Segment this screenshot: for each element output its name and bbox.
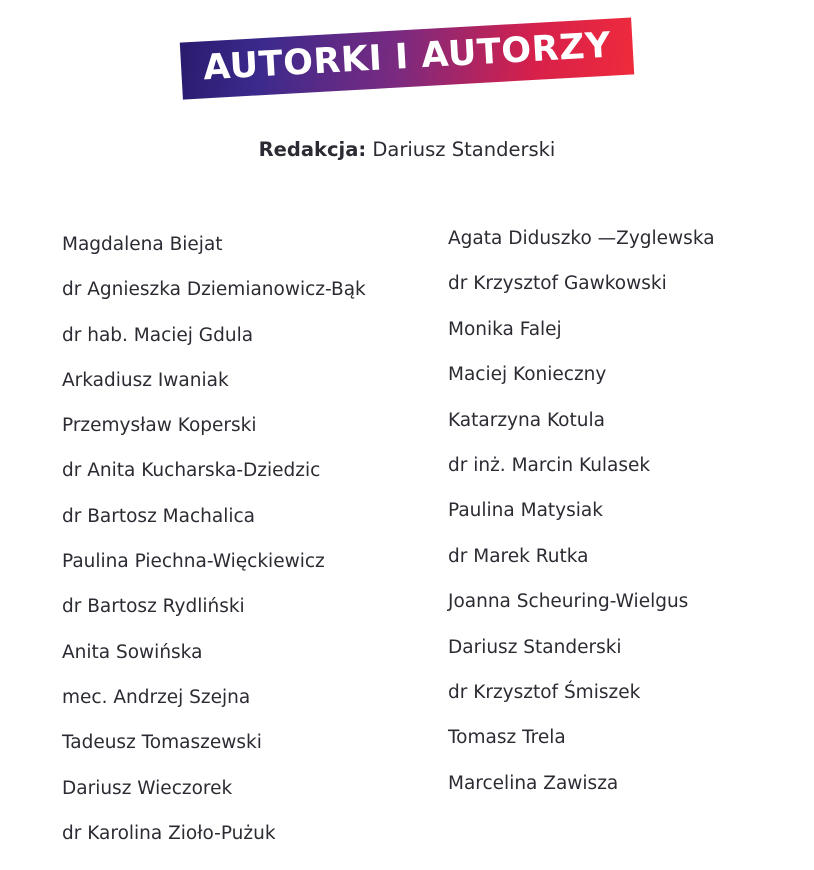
authors-columns xyxy=(0,222,814,856)
author-name: Monika Falej xyxy=(448,318,562,340)
author-name: dr hab. Maciej Gdula xyxy=(62,324,254,346)
author-name: dr Agnieszka Dziemianowicz-Bąk xyxy=(62,279,366,301)
author-name: Maciej Konieczny xyxy=(448,364,607,386)
author-name: Arkadiusz Iwaniak xyxy=(62,369,229,391)
authors-right-column xyxy=(386,216,814,806)
author-name: Dariusz Wieczorek xyxy=(62,777,233,799)
author-name: dr Anita Kucharska-Dziedzic xyxy=(62,460,321,482)
author-name: Joanna Scheuring-Wielgus xyxy=(448,591,689,613)
author-name: Tomasz Trela xyxy=(448,727,566,749)
author-name: dr inż. Marcin Kulasek xyxy=(448,455,651,477)
author-name: dr Krzysztof Gawkowski xyxy=(448,273,667,295)
editor-credit xyxy=(0,138,814,161)
author-name: dr Bartosz Rydliński xyxy=(62,596,245,618)
author-name: Paulina Matysiak xyxy=(448,500,603,522)
author-name: dr Marek Rutka xyxy=(448,545,589,567)
author-name: Agata Diduszko —Zyglewska xyxy=(448,228,715,249)
page-title: AUTORKI I AUTORZY xyxy=(201,25,612,89)
authors-left-column xyxy=(0,222,386,856)
title-banner-wrapper xyxy=(0,25,814,89)
author-name: Paulina Piechna-Więckiewicz xyxy=(62,551,325,573)
author-name: Katarzyna Kotula xyxy=(448,409,605,431)
editor-label: Redakcja: xyxy=(258,138,367,161)
author-name: dr Bartosz Machalica xyxy=(62,505,255,527)
author-name: Anita Sowińska xyxy=(62,641,203,663)
author-name: Dariusz Standerski xyxy=(448,636,622,658)
author-name: mec. Andrzej Szejna xyxy=(62,686,251,708)
author-name: Przemysław Koperski xyxy=(62,415,257,437)
author-name: Tadeusz Tomaszewski xyxy=(62,732,262,754)
editor-name: Dariusz Standerski xyxy=(372,138,556,161)
author-name: Magdalena Biejat xyxy=(62,234,223,255)
author-name: Marcelina Zawisza xyxy=(448,772,619,794)
author-name: dr Krzysztof Śmiszek xyxy=(448,682,641,704)
author-name: dr Karolina Zioło-Pużuk xyxy=(62,822,276,844)
title-banner xyxy=(180,17,635,99)
